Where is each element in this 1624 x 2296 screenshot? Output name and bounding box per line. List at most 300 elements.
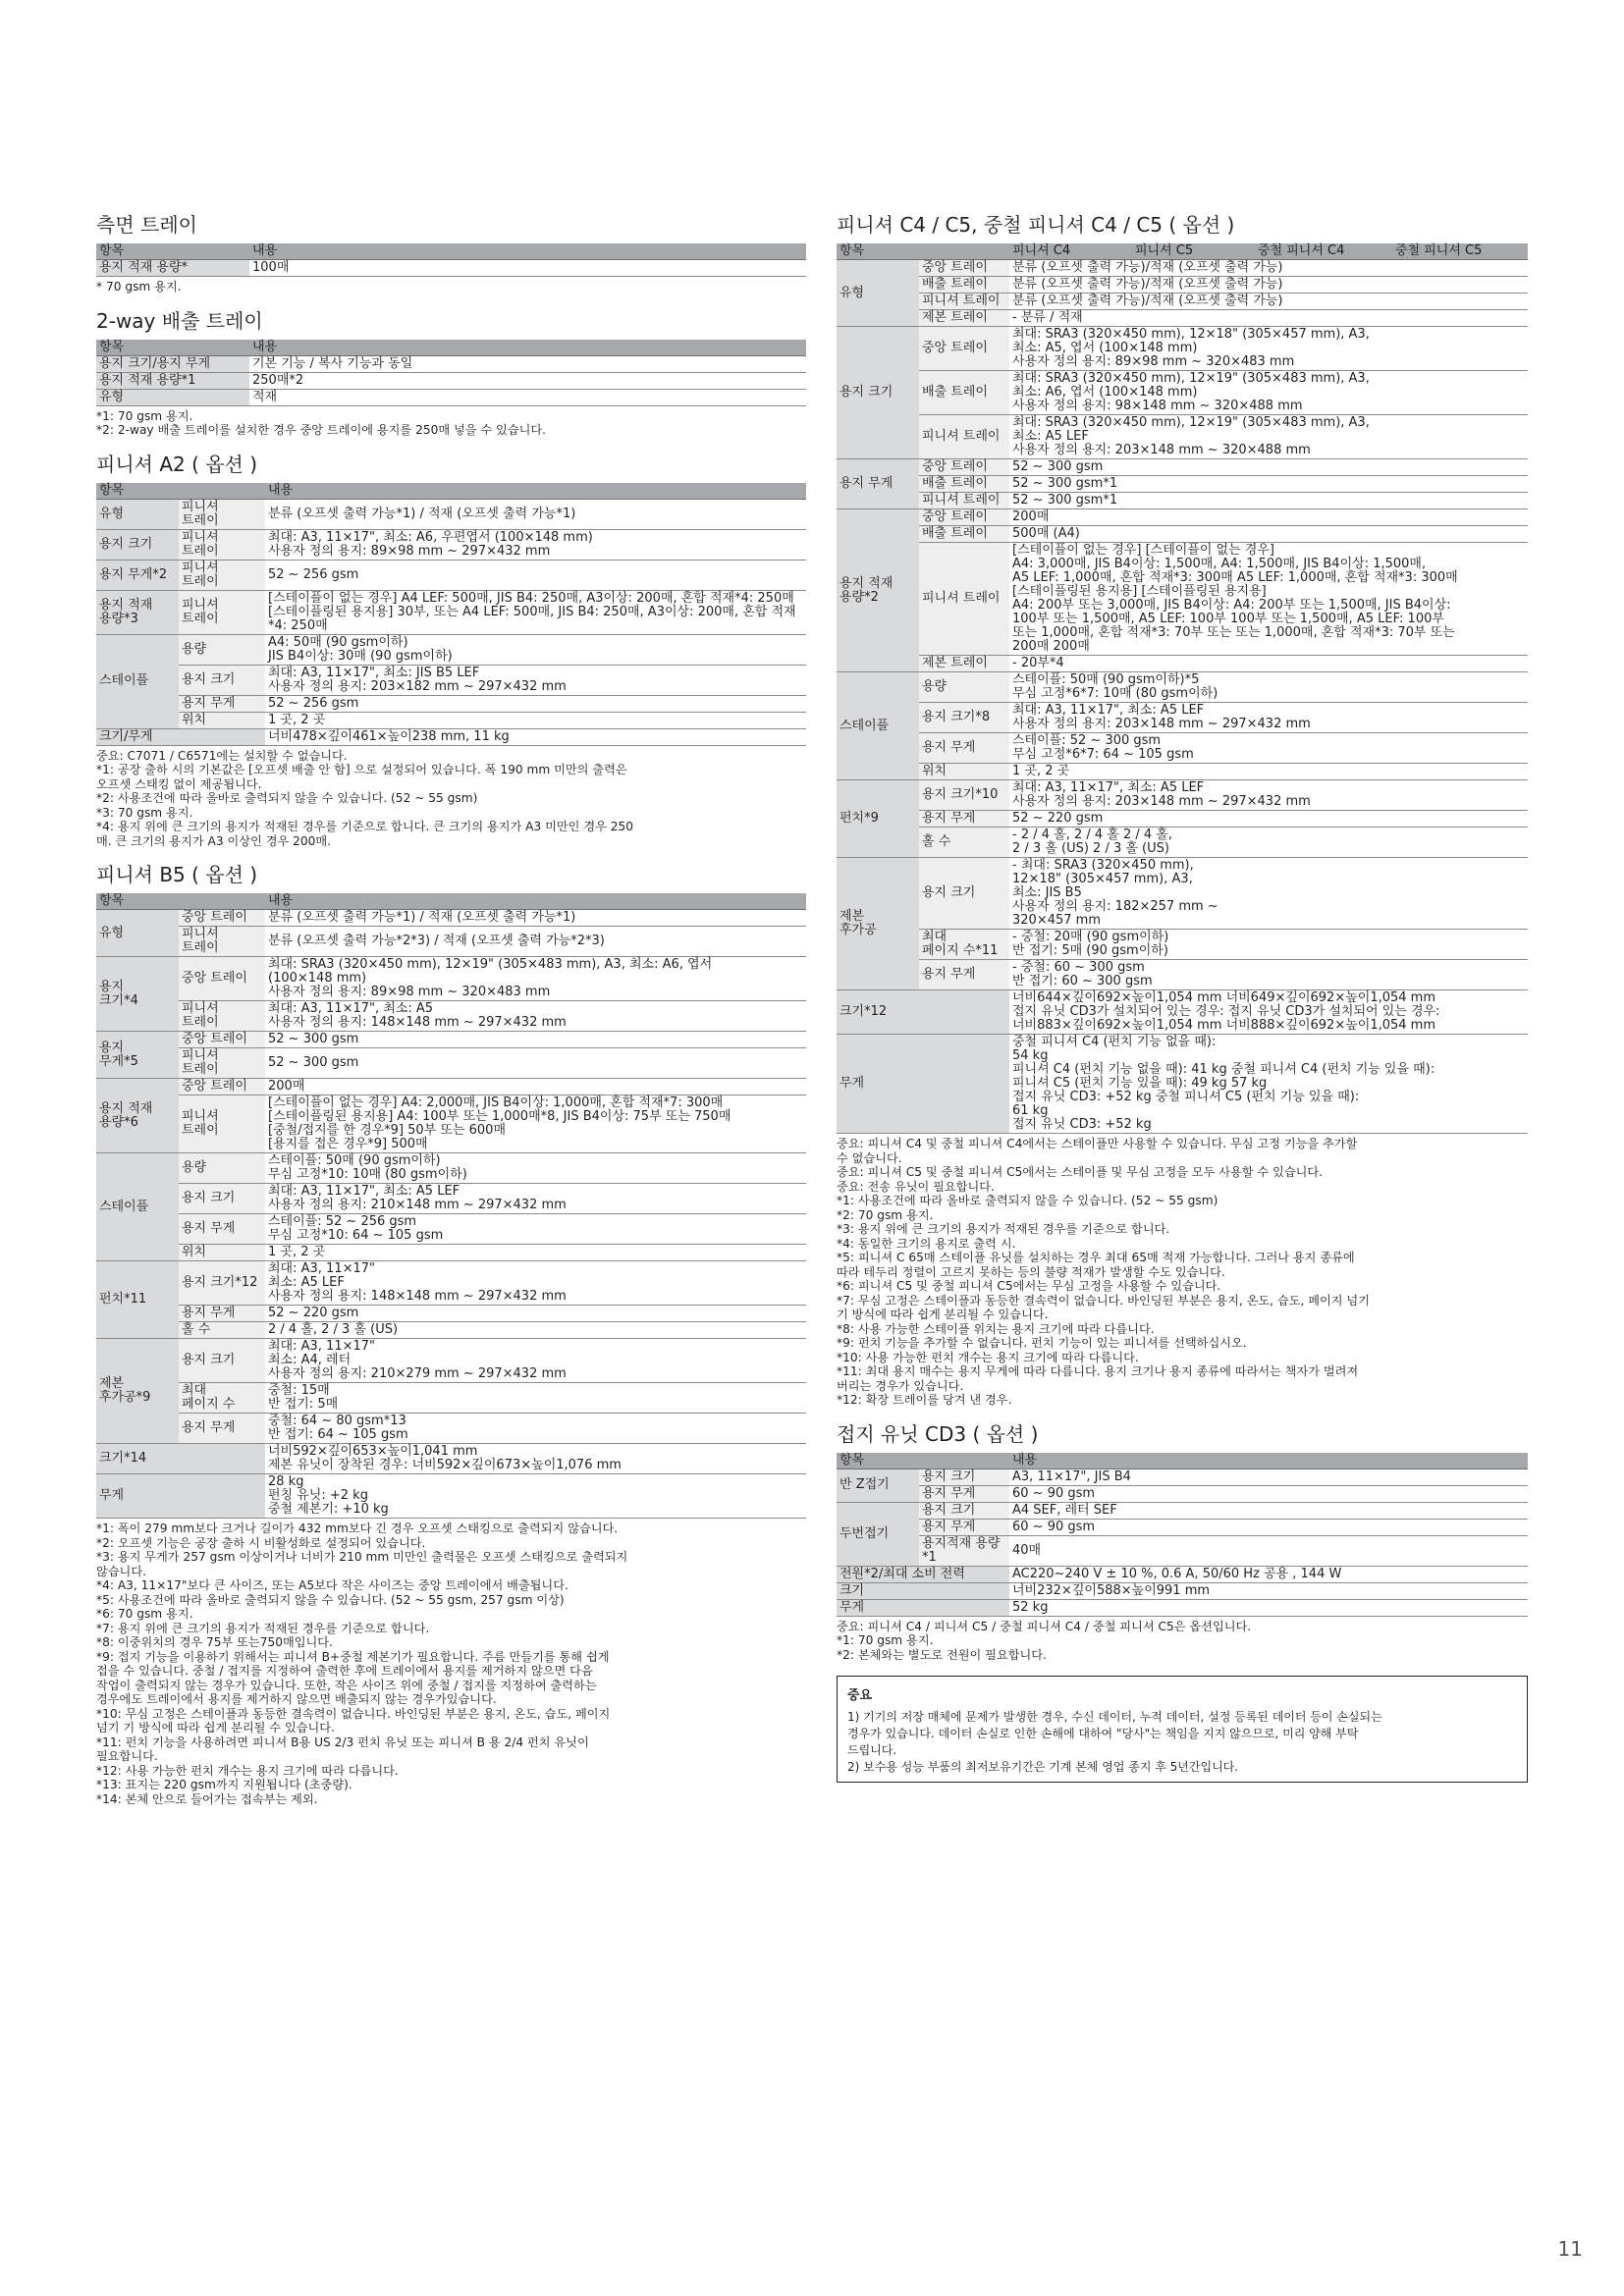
row-value: [스테이플이 없는 경우] [스테이플이 없는 경우] A4: 3,000매, JIS B4이상: 1,500매, A4: 1,500매, JIS B4이상: 1,500매, A5 LEF: 1,000매, 혼합 적재*3: 300매 A5 LEF: 1,000매, 혼합 적재*3: 300매 [스테이플링된 용지용] [스테이플링된 용지용] A4: 200부 또는 3,000매, JIS B4이상: A4: 200부 또는 1,500매, JIS B4이상: 100부 또는 1,500매, A5 LEF: 100부 100부 또는 1,500매, A5 LEF: 100부 또는 1,000매, 혼합 적재*3: 70부 또는 또는 1,000매, 혼합 적재*3: 70부 또는 200매 200매: [1009, 543, 1528, 656]
footnote: *6: 70 gsm 용지.: [96, 1607, 193, 1621]
row-sub-label: 용지 크기: [919, 1468, 1009, 1485]
table-row: [837, 509, 1528, 526]
row-sub-label: 최대 페이지 수: [179, 1383, 265, 1414]
row-group-label: 스테이플: [96, 634, 179, 728]
row-group-label: 무게: [96, 1474, 265, 1519]
row-sub-label: 용지 무게: [919, 1519, 1009, 1535]
header-content: 내용: [249, 340, 806, 356]
header-item: 항목: [96, 893, 179, 910]
table-row: [96, 389, 806, 405]
footnote: *3: 용지 무게가 257 gsm 이상이거나 너비가 210 mm 미만인 출력물은 오프셋 스태킹으로 출력되지 않습니다.: [96, 1550, 628, 1578]
footnote: *3: 용지 위에 큰 크기의 용지가 적재된 경우를 기준으로 합니다.: [837, 1222, 1170, 1236]
right-column: [837, 212, 1528, 1783]
row-value: - 중철: 60 ~ 300 gsm 반 접기: 60 ~ 300 gsm: [1009, 960, 1528, 990]
row-sub-label: 용지 무게: [179, 1414, 265, 1444]
row-sub-label: 중앙 트레이: [179, 1079, 265, 1095]
footnote: *1: 공장 출하 시의 기본값은 [오프셋 배출 안 함] 으로 설정되어 있습니다. 폭 190 mm 미만의 출력은 오프셋 스태킹 없이 제공됩니다.: [96, 763, 627, 791]
table-row: [96, 1261, 806, 1306]
row-sub-label: 중앙 트레이: [179, 957, 265, 1001]
row-sub-label: 용지 크기: [919, 858, 1009, 930]
table-row: [837, 858, 1528, 930]
row-value: - 2 / 4 홀, 2 / 4 홀 2 / 4 홀, 2 / 3 홀 (US) 2 / 3 홀 (US): [1009, 828, 1528, 858]
row-group-label: 용지 무게*2: [96, 560, 179, 590]
row-sub-label: 용지 크기*12: [179, 1261, 265, 1306]
table-row: [96, 665, 806, 695]
row-label: 유형: [96, 389, 249, 405]
row-group-label: 용지 적재 용량*3: [96, 590, 179, 634]
row-sub-label: 중앙 트레이: [919, 459, 1009, 476]
row-sub-label: 중앙 트레이: [179, 1032, 265, 1048]
row-sub-label: 피니셔 트레이: [179, 529, 265, 560]
table-row: [96, 1001, 806, 1032]
table-row: [96, 1032, 806, 1048]
finisher-b5-table: [96, 893, 806, 1519]
footnote: *13: 표지는 220 gsm까지 지원됩니다 (초중량).: [96, 1778, 352, 1791]
row-value: 52 ~ 220 gsm: [265, 1306, 806, 1322]
row-sub-label: 피니셔 트레이: [179, 1001, 265, 1032]
row-sub-label: 중앙 트레이: [919, 327, 1009, 371]
row-value: 최대: A3, 11×17" 최소: A5 LEF 사용자 정의 용지: 148×148 mm ~ 297×432 mm: [265, 1261, 806, 1306]
table-row: [96, 1079, 806, 1095]
footnote: *11: 펀치 기능을 사용하려면 피니셔 B용 US 2/3 펀치 유닛 또는 피니셔 B 용 2/4 펀치 유닛이 필요합니다.: [96, 1735, 589, 1763]
row-value: 최대: SRA3 (320×450 mm), 12×19" (305×483 mm), A3, 최소: A6, 엽서 (100×148 mm) 사용자 정의 용지: 98×148 mm ~ 320×488 mm: [1009, 371, 1528, 415]
row-sub-label: 홀 수: [919, 828, 1009, 858]
table-row: [96, 927, 806, 957]
row-value: 52 ~ 300 gsm: [265, 1032, 806, 1048]
row-value: 52 ~ 220 gsm: [1009, 811, 1528, 828]
footnote: *6: 피니셔 C5 및 중철 피니셔 C5에서는 무심 고정을 사용할 수 있습니다.: [837, 1279, 1221, 1293]
section-title: 2-way 배출 트레이: [96, 308, 263, 333]
header-content: 내용: [1009, 1453, 1528, 1469]
row-group-label: 크기*12: [837, 990, 1009, 1035]
row-value: 최대: SRA3 (320×450 mm), 12×19" (305×483 mm), A3, 최소: A5 LEF 사용자 정의 용지: 203×148 mm ~ 320×488 mm: [1009, 415, 1528, 459]
row-value: 28 kg 펀칭 유닛: +2 kg 중철 제본기: +10 kg: [265, 1474, 806, 1519]
row-sub-label: 용지 무게: [179, 1306, 265, 1322]
header-saddle-c4: 중철 피니셔 C4: [1258, 243, 1345, 258]
row-value: - 20부*4: [1009, 656, 1528, 672]
section-title: 피니셔 C4 / C5, 중철 피니셔 C4 / C5 ( 옵션 ): [837, 213, 1235, 237]
row-group-label: 크기: [837, 1582, 1009, 1599]
row-sub-label: 홀 수: [179, 1322, 265, 1339]
table-row: [837, 1535, 1528, 1566]
row-group-label: 유형: [96, 499, 179, 529]
row-sub-label: 용량: [919, 672, 1009, 703]
table-row: [837, 1035, 1528, 1134]
left-column: [96, 212, 806, 1820]
row-sub-label: 용지 크기: [919, 1502, 1009, 1519]
row-value: 적재: [249, 389, 806, 405]
footnote: *1: 70 gsm 용지.: [837, 1633, 934, 1647]
row-value: 최대: SRA3 (320×450 mm), 12×19" (305×483 mm), A3, 최소: A6, 엽서 (100×148 mm) 사용자 정의 용지: 89×98 mm ~ 320×483 mm: [265, 957, 806, 1001]
footnote: *10: 사용 가능한 펀치 개수는 용지 크기에 따라 다릅니다.: [837, 1350, 1139, 1364]
row-value: A4 SEF, 레터 SEF: [1009, 1502, 1528, 1519]
table-row: [96, 560, 806, 590]
footnotes: [96, 280, 806, 294]
header-content: 내용: [265, 483, 806, 500]
header-item: 항목: [837, 243, 919, 260]
row-value: 40매: [1009, 1535, 1528, 1566]
table-row: [837, 415, 1528, 459]
table-row: [96, 1339, 806, 1383]
finisher-b5-section: [96, 862, 806, 1806]
row-label: 용지 적재 용량*1: [96, 372, 249, 389]
row-value: 52 ~ 300 gsm: [265, 1048, 806, 1079]
row-value: 500매 (A4): [1009, 526, 1528, 543]
footnote: *2: 본체와는 별도로 전원이 필요합니다.: [837, 1647, 1047, 1662]
row-value: 최대: A3, 11×17" 최소: A4, 레터 사용자 정의 용지: 210×279 mm ~ 297×432 mm: [265, 1339, 806, 1383]
row-group-label: 용지 적재 용량*6: [96, 1079, 179, 1153]
table-row: [837, 310, 1528, 327]
table-row: [837, 1468, 1528, 1485]
row-value: 분류 (오프셋 출력 가능*2*3) / 적재 (오프셋 출력 가능*2*3): [265, 927, 806, 957]
footnote: 중요: 전송 유닛이 필요합니다.: [837, 1179, 995, 1194]
row-sub-label: 용지 무게: [179, 695, 265, 712]
row-sub-label: 배출 트레이: [919, 277, 1009, 294]
table-row: [837, 459, 1528, 476]
row-value: 스테이플: 50매 (90 gsm이하) 무심 고정*10: 10매 (80 gsm이하): [265, 1153, 806, 1184]
row-value: 너비644×깊이692×높이1,054 mm 너비649×깊이692×높이1,054 mm 접지 유닛 CD3가 설치되어 있는 경우: 접지 유닛 CD3가 설치되어 있는 경우: 너비883×깊이692×높이1,054 mm 너비888×깊이692×높이1,054 mm: [1009, 990, 1528, 1035]
row-sub-label: 중앙 트레이: [179, 910, 265, 927]
table-row: [837, 1502, 1528, 1519]
row-value: 최대: A3, 11×17", 최소: A5 사용자 정의 용지: 148×148 mm ~ 297×432 mm: [265, 1001, 806, 1032]
footnote: *4: 동일한 크기의 용지로 출력 시.: [837, 1236, 1016, 1251]
row-sub-label: 중앙 트레이: [919, 509, 1009, 526]
folding-unit-table: [837, 1453, 1528, 1617]
footnote: *4: A3, 11×17"보다 큰 사이즈, 또는 A5보다 작은 사이즈는 중앙 트레이에서 배출됩니다.: [96, 1578, 568, 1592]
row-value: 52 kg: [1009, 1599, 1528, 1616]
row-sub-label: 용지 크기: [179, 1184, 265, 1214]
row-group-label: 크기*14: [96, 1444, 265, 1474]
table-row: [837, 543, 1528, 656]
header-content: 내용: [249, 243, 806, 260]
row-value: 너비478×깊이461×높이238 mm, 11 kg: [265, 728, 806, 745]
table-row: [837, 493, 1528, 509]
twoway-tray-section: [96, 308, 806, 438]
row-sub-label: 최대 페이지 수*11: [919, 930, 1009, 960]
header-saddle-c5: 중철 피니셔 C5: [1395, 243, 1483, 258]
finisher-c4c5-section: [837, 212, 1528, 1408]
row-group-label: 반 Z접기: [837, 1468, 919, 1502]
row-value: 분류 (오프셋 출력 가능)/적재 (오프셋 출력 가능): [1009, 260, 1528, 277]
footnote: *8: 사용 가능한 스테이플 위치는 용지 크기에 따라 다릅니다.: [837, 1321, 1155, 1336]
section-title: 피니셔 A2 ( 옵션 ): [96, 452, 258, 476]
table-row: [96, 1245, 806, 1261]
table-row: [96, 1184, 806, 1214]
important-notice-item: 1) 기기의 저장 매체에 문제가 발생한 경우, 수신 데이터, 누적 데이터, 설정 등록된 데이터 등이 손실되는 경우가 있습니다. 데이터 손실로 인한 손해에 대하여 "당사"는 책임을 지지 않으므로, 미리 양해 부탁 드립니다.: [847, 1710, 1382, 1757]
footnote: *5: 사용조건에 따라 올바로 출력되지 않을 수 있습니다. (52 ~ 55 gsm, 257 gsm 이상): [96, 1592, 565, 1607]
footnotes: [96, 1522, 806, 1806]
table-row: [837, 1582, 1528, 1599]
table-row: [837, 260, 1528, 277]
table-row: [96, 634, 806, 665]
table-row: [96, 910, 806, 927]
row-value: 최대: A3, 11×17", 최소: A5 LEF 사용자 정의 용지: 203×148 mm ~ 297×432 mm: [1009, 780, 1528, 811]
footnote: *4: 용지 위에 큰 크기의 용지가 적재된 경우를 기준으로 합니다. 큰 크기의 용지가 A3 미만인 경우 250 매. 큰 크기의 용지가 A3 이상인 경우 200매.: [96, 820, 633, 848]
table-row: [96, 499, 806, 529]
footnote: *2: 2-way 배출 트레이를 설치한 경우 중앙 트레이에 용지를 250매 넣을 수 있습니다.: [96, 423, 547, 437]
row-sub-label: 배출 트레이: [919, 476, 1009, 493]
row-value: 스테이플: 52 ~ 256 gsm 무심 고정*10: 64 ~ 105 gsm: [265, 1214, 806, 1245]
footnotes: [96, 749, 806, 849]
row-value: 52 ~ 300 gsm: [1009, 459, 1528, 476]
table-row: [837, 960, 1528, 990]
footnote: *9: 펀치 기능을 추가할 수 없습니다. 펀치 기능이 있는 피니셔를 선택하십시오.: [837, 1336, 1247, 1350]
row-value: 52 ~ 256 gsm: [265, 695, 806, 712]
row-value: - 최대: SRA3 (320×450 mm), 12×18" (305×457 mm), A3, 최소: JIS B5 사용자 정의 용지: 182×257 mm ~ 320×457 mm: [1009, 858, 1528, 930]
row-group-label: 전원*2/최대 소비 전력: [837, 1566, 1009, 1582]
table-row: [96, 1048, 806, 1079]
row-group-label: 용지 적재 용량*2: [837, 509, 919, 672]
row-group-label: 펀치*11: [96, 1261, 179, 1339]
row-label: 용지 적재 용량*: [96, 260, 249, 277]
row-value: 최대: SRA3 (320×450 mm), 12×18" (305×457 mm), A3, 최소: A5, 엽서 (100×148 mm) 사용자 정의 용지: 89×98 mm ~ 320×483 mm: [1009, 327, 1528, 371]
table-row: [837, 1566, 1528, 1582]
row-group-label: 용지 무게*5: [96, 1032, 179, 1079]
row-value: 분류 (오프셋 출력 가능)/적재 (오프셋 출력 가능): [1009, 277, 1528, 294]
row-sub-label: 피니셔 트레이: [179, 590, 265, 634]
row-group-label: 유형: [837, 260, 919, 327]
row-sub-label: 배출 트레이: [919, 371, 1009, 415]
footnote: *12: 확장 트레이를 당겨 낸 경우.: [837, 1393, 1012, 1407]
finisher-a2-table: [96, 483, 806, 746]
table-row: [837, 277, 1528, 294]
table-row: [96, 1095, 806, 1153]
row-value: 52 ~ 256 gsm: [265, 560, 806, 590]
table-row: [837, 1599, 1528, 1616]
row-value: 분류 (오프셋 출력 가능)/적재 (오프셋 출력 가능): [1009, 294, 1528, 310]
table-row: [96, 590, 806, 634]
footnote: * 70 gsm 용지.: [96, 280, 182, 294]
footnotes: [837, 1137, 1528, 1408]
table-row: [96, 529, 806, 560]
row-value: 250매*2: [249, 372, 806, 389]
row-value: - 중철: 20매 (90 gsm이하) 반 접기: 5매 (90 gsm이하): [1009, 930, 1528, 960]
header-item: 항목: [837, 1453, 919, 1469]
footnote: *3: 70 gsm 용지.: [96, 805, 193, 820]
row-value: 100매: [249, 260, 806, 277]
header-content: 내용: [265, 893, 806, 910]
row-sub-label: 피니셔 트레이: [919, 294, 1009, 310]
header-sub: [919, 243, 1009, 260]
row-value: 60 ~ 90 gsm: [1009, 1519, 1528, 1535]
row-group-label: 용지 크기: [837, 327, 919, 459]
side-tray-table: [96, 243, 806, 277]
row-value: 1 곳, 2 곳: [1009, 764, 1528, 780]
table-row: [96, 1306, 806, 1322]
footnote: *8: 이중위치의 경우 75부 또는750매입니다.: [96, 1635, 333, 1649]
section-title: 피니셔 B5 ( 옵션 ): [96, 863, 258, 886]
row-value: 스테이플: 50매 (90 gsm이하)*5 무심 고정*6*7: 10매 (80 gsm이하): [1009, 672, 1528, 703]
row-sub-label: 용량: [179, 634, 265, 665]
table-row: [837, 930, 1528, 960]
footnote: *7: 무심 고정은 스테이플과 동등한 결속력이 없습니다. 바인딩된 부분은 용지, 온도, 습도, 페이지 넘기 기 방식에 따라 쉽게 분리될 수 있습니다.: [837, 1293, 1370, 1321]
row-value: 200매: [1009, 509, 1528, 526]
footnote: *5: 피니셔 C 65매 스테이플 유닛를 설치하는 경우 최대 65매 적재 가능합니다. 그러나 용지 종류에 따라 테두리 정렬이 고르지 못하는 등의 불량 적재가 발생할 수도 있습니다.: [837, 1251, 1355, 1279]
row-value: 중철 피니셔 C4 (펀치 기능 없을 때): 54 kg 피니셔 C4 (펀치 기능 없을 때): 41 kg 중철 피니셔 C4 (펀치 기능 있을 때): 피니셔 C5 (펀치 기능 있을 때): 49 kg 57 kg 접지 유닛 CD3: +52 kg 중철 피니셔 C5 (펀치 기능 있을 때): 61 kg 접지 유닛 CD3: +52 kg: [1009, 1035, 1528, 1134]
table-row: [96, 695, 806, 712]
row-sub-label: 용지 크기*10: [919, 780, 1009, 811]
row-sub-label: 용량: [179, 1153, 265, 1184]
row-value: 너비232×깊이588×높이991 mm: [1009, 1582, 1528, 1599]
footnote: *14: 본체 안으로 들어가는 접속부는 제외.: [96, 1791, 318, 1806]
row-value: 2 / 4 홀, 2 / 3 홀 (US): [265, 1322, 806, 1339]
table-row: [837, 990, 1528, 1035]
row-sub-label: 피니셔 트레이: [919, 415, 1009, 459]
row-value: 52 ~ 300 gsm*1: [1009, 493, 1528, 509]
row-group-label: 용지 무게: [837, 459, 919, 509]
header-finisher-c5: 피니셔 C5: [1135, 243, 1194, 258]
table-row: [96, 260, 806, 277]
row-sub-label: 피니셔 트레이: [179, 560, 265, 590]
row-value: 중철: 15매 반 접기: 5매: [265, 1383, 806, 1414]
important-notice-title: 중요: [847, 1688, 873, 1703]
footnote: 중요: C7071 / C6571에는 설치할 수 없습니다.: [96, 748, 348, 763]
row-value: A4: 50매 (90 gsm이하) JIS B4이상: 30매 (90 gsm이하): [265, 634, 806, 665]
footnote: *7: 용지 위에 큰 크기의 용지가 적재된 경우를 기준으로 합니다.: [96, 1621, 430, 1635]
row-group-label: 스테이플: [837, 672, 919, 780]
footnote: *1: 70 gsm 용지.: [96, 408, 193, 423]
important-notice-box: [837, 1676, 1528, 1783]
row-sub-label: 제본 트레이: [919, 656, 1009, 672]
row-sub-label: 용지 크기: [179, 1339, 265, 1383]
row-value: 중철: 64 ~ 80 gsm*13 반 접기: 64 ~ 105 gsm: [265, 1414, 806, 1444]
row-value: - 분류 / 적재: [1009, 310, 1528, 327]
table-row: [96, 1383, 806, 1414]
table-row: [96, 728, 806, 745]
table-row: [96, 1322, 806, 1339]
row-group-label: 용지 크기*4: [96, 957, 179, 1032]
table-row: [837, 371, 1528, 415]
important-notice-item: 2) 보수용 성능 부품의 최저보유기간은 기계 본체 영업 종지 후 5년간입니다.: [847, 1760, 1239, 1774]
row-value: 1 곳, 2 곳: [265, 712, 806, 728]
row-sub-label: 피니셔 트레이: [179, 499, 265, 529]
row-sub-label: 배출 트레이: [919, 526, 1009, 543]
row-sub-label: 용지 크기: [179, 665, 265, 695]
footnote: *2: 오프셋 기능은 공장 출하 시 비활성화로 설정되어 있습니다.: [96, 1535, 426, 1550]
row-value: 최대: A3, 11×17", 최소: JIS B5 LEF 사용자 정의 용지: 203×182 mm ~ 297×432 mm: [265, 665, 806, 695]
table-row: [837, 526, 1528, 543]
footnote: *9: 접지 기능을 이용하기 위해서는 피니셔 B+중철 제본기가 필요합니다. 주름 만들기를 통해 쉽게 접을 수 있습니다. 중철 / 접지를 지정하여 출력한 후에 트레이에서 용지를 제거하지 않으면 다음 작업이 출력되지 않는 경우가 있습니다. 또한, 작은 사이즈 위에 중철 / 접지를 지정하여 출력하는 경우에도 트레이에서 용지를 제거하지 않으면 배출되지 않는 경우가있습니다.: [96, 1649, 610, 1706]
row-value: 1 곳, 2 곳: [265, 1245, 806, 1261]
row-sub-label: 피니셔 트레이: [179, 1095, 265, 1153]
footnote: 중요: 피니셔 C4 / 피니셔 C5 / 중철 피니셔 C4 / 중철 피니셔 C5은 옵션입니다.: [837, 1619, 1252, 1633]
row-value: [스테이플이 없는 경우] A4 LEF: 500매, JIS B4: 250매, A3이상: 200매, 혼합 적재*4: 250매 [스테이플링된 용지용] 30부, 또는 A4 LEF: 500매, JIS B4: 250매, A3이상: 200매, 혼합 적재*4: 250매: [265, 590, 806, 634]
row-group-label: 제본 후가공*9: [96, 1339, 179, 1444]
footnote: 중요: 피니셔 C4 및 중철 피니셔 C4에서는 스테이플만 사용할 수 있습니다. 무심 고정 기능을 추가할 수 없습니다.: [837, 1137, 1358, 1165]
row-sub-label: 용지 크기*8: [919, 703, 1009, 733]
row-group-label: 스테이플: [96, 1153, 179, 1261]
row-sub-label: 중앙 트레이: [919, 260, 1009, 277]
row-value: 스테이플: 52 ~ 300 gsm 무심 고정*6*7: 64 ~ 105 gsm: [1009, 733, 1528, 764]
table-row: [837, 703, 1528, 733]
table-row: [837, 672, 1528, 703]
table-row: [837, 828, 1528, 858]
row-value: 60 ~ 90 gsm: [1009, 1485, 1528, 1502]
table-row: [837, 764, 1528, 780]
footnotes: [96, 409, 806, 438]
table-row: [96, 1444, 806, 1474]
finisher-c4c5-table: [837, 243, 1528, 1134]
row-sub-label: 피니셔 트레이: [919, 493, 1009, 509]
row-sub-label: 용지 무게: [919, 733, 1009, 764]
row-group-label: 펀치*9: [837, 780, 919, 858]
header-item: 항목: [96, 483, 179, 500]
page-number: 11: [1557, 2237, 1583, 2261]
row-sub-label: 위치: [919, 764, 1009, 780]
row-group-label: 크기/무게: [96, 728, 265, 745]
header-finisher-c4: 피니셔 C4: [1012, 243, 1071, 258]
table-row: [837, 733, 1528, 764]
footnote: *11: 최대 용지 매수는 용지 무게에 따라 다릅니다. 용지 크기나 용지 종류에 따라서는 책자가 벌려져 버리는 경우가 있습니다.: [837, 1364, 1359, 1393]
header-item: 항목: [96, 243, 249, 260]
table-row: [837, 811, 1528, 828]
section-title: 접지 유닛 CD3 ( 옵션 ): [837, 1421, 1039, 1446]
row-value: 너비592×깊이653×높이1,041 mm 제본 유닛이 장착된 경우: 너비592×깊이673×높이1,076 mm: [265, 1444, 806, 1474]
row-group-label: 무게: [837, 1599, 1009, 1616]
row-sub-label: 용지적재 용량*1: [919, 1535, 1009, 1566]
row-value: 200매: [265, 1079, 806, 1095]
footnotes: [837, 1620, 1528, 1663]
row-value: 최대: A3, 11×17", 최소: A5 LEF 사용자 정의 용지: 203×148 mm ~ 297×432 mm: [1009, 703, 1528, 733]
table-row: [837, 476, 1528, 493]
folding-unit-section: [837, 1421, 1528, 1663]
table-row: [837, 1485, 1528, 1502]
table-row: [96, 372, 806, 389]
side-tray-section: [96, 212, 806, 294]
header-item: 항목: [96, 340, 249, 356]
row-value: A3, 11×17", JIS B4: [1009, 1468, 1528, 1485]
table-row: [96, 1474, 806, 1519]
twoway-tray-table: [96, 340, 806, 406]
row-group-label: 용지 크기: [96, 529, 179, 560]
row-label: 용지 크기/용지 무게: [96, 355, 249, 372]
row-sub-label: 위치: [179, 1245, 265, 1261]
row-sub-label: 용지 무게: [919, 960, 1009, 990]
footnote: *2: 사용조건에 따라 올바로 출력되지 않을 수 있습니다. (52 ~ 55 gsm): [96, 791, 478, 805]
table-row: [96, 1153, 806, 1184]
row-sub-label: 용지 무게: [919, 811, 1009, 828]
table-row: [837, 780, 1528, 811]
row-group-label: 제본 후가공: [837, 858, 919, 990]
row-sub-label: 용지 무게: [919, 1485, 1009, 1502]
footnote: *2: 70 gsm 용지.: [837, 1207, 934, 1222]
row-value: AC220~240 V ± 10 %, 0.6 A, 50/60 Hz 공용 , 144 W: [1009, 1566, 1528, 1582]
table-row: [96, 355, 806, 372]
section-title: 측면 트레이: [96, 213, 197, 237]
table-row: [96, 957, 806, 1001]
table-row: [96, 712, 806, 728]
table-row: [837, 294, 1528, 310]
row-sub-label: 용지 무게: [179, 1214, 265, 1245]
table-row: [96, 1414, 806, 1444]
row-value: 분류 (오프셋 출력 가능*1) / 적재 (오프셋 출력 가능*1): [265, 910, 806, 927]
header-columns: [1009, 243, 1528, 260]
table-row: [837, 327, 1528, 371]
row-group-label: 무게: [837, 1035, 1009, 1134]
finisher-a2-section: [96, 452, 806, 849]
row-group-label: 두번접기: [837, 1502, 919, 1566]
row-sub-label: 피니셔 트레이: [179, 1048, 265, 1079]
footnote: *1: 사용조건에 따라 올바로 출력되지 않을 수 있습니다. (52 ~ 55 gsm): [837, 1194, 1218, 1207]
row-sub-label: 위치: [179, 712, 265, 728]
row-value: [스테이플이 없는 경우] A4: 2,000매, JIS B4이상: 1,000매, 혼합 적재*7: 300매 [스테이플링된 용지용] A4: 100부 또는 1,000매*8, JIS B4이상: 75부 또는 750매 [중철/접지를 한 경우*9] 50부 또는 600매 [용지를 접은 경우*9] 500매: [265, 1095, 806, 1153]
footnote: *12: 사용 가능한 펀치 개수는 용지 크기에 따라 다릅니다.: [96, 1763, 399, 1778]
row-sub-label: 피니셔 트레이: [919, 543, 1009, 656]
row-value: 52 ~ 300 gsm*1: [1009, 476, 1528, 493]
row-value: 기본 기능 / 복사 기능과 동일: [249, 355, 806, 372]
table-row: [837, 656, 1528, 672]
table-row: [96, 1214, 806, 1245]
